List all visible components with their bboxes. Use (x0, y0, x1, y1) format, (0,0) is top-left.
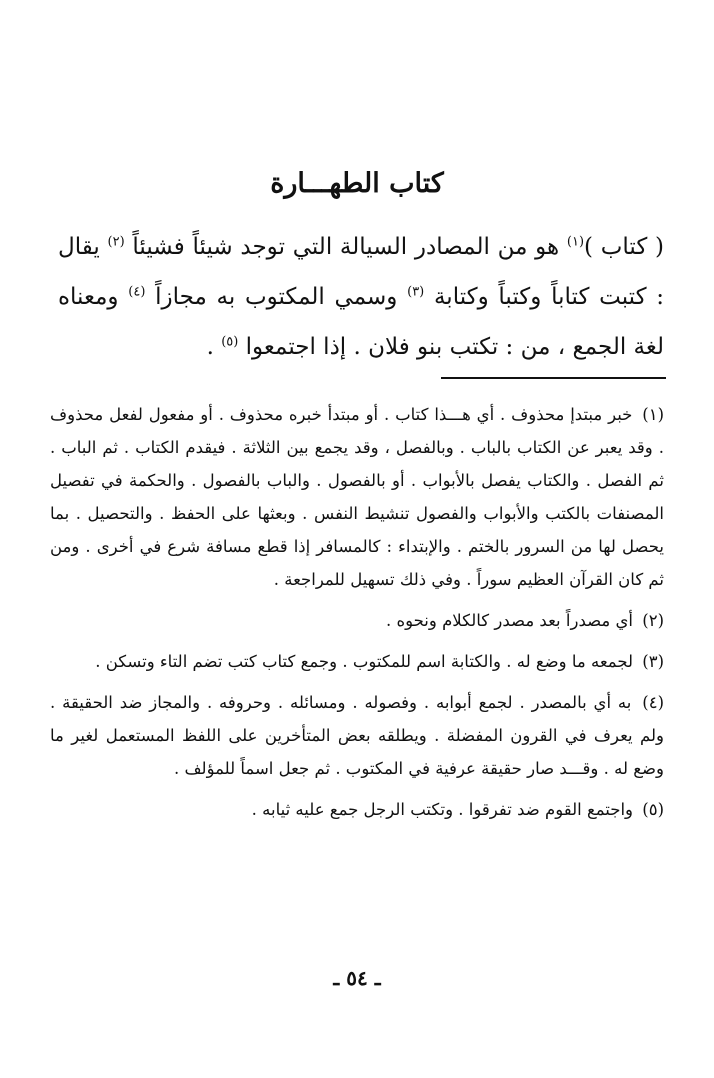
footnote-text: أي مصدراً بعد مصدر كالكلام ونحوه . (385, 611, 633, 630)
footnote-number: (٤) (642, 693, 664, 712)
footnote-2 (50, 604, 664, 637)
footnote-ref-1: (١) (566, 234, 585, 250)
footnote-ref-5: (٥) (221, 334, 239, 350)
footnote-text: به أي بالمصدر . لجمع أبوابه . وفصوله . ومسائله . وحروفه . والمجاز ضد الحقيقة . ولم يعرف في القرون المفضلة . ويطلقه بعض المتأخرين على اللفظ المستعمل لغير ما وضع له . وقـــد صار حقيقة عرفية في المكتوب . ثم جعل اسماً للمؤلف . (50, 693, 664, 778)
main-text-segment: ( كتاب ) (584, 234, 665, 260)
footnote-1 (50, 398, 664, 596)
main-text (58, 222, 664, 372)
footnote-4 (50, 686, 664, 785)
footnote-number: (١) (642, 405, 665, 424)
footnote-5 (50, 793, 664, 826)
footnote-text: خبر مبتدإ محذوف . أي هـــذا كتاب . أو مبتدأ خبره محذوف . أو مفعول لفعل محذوف . وقد يعبر عن الكتاب بالباب . وبالفصل ، وقد يجمع بين الثلاثة . فيقدم الكتاب . ثم الباب . ثم الفصل . والكتاب يفصل بالأبواب . أو بالفصول . والباب بالفصول . والحكمة في تفصيل المصنفات بالكتب والأبواب والفصول تنشيط النفس . وبعثها على الحفظ . والتحصيل . بما يحصل لها من السرور بالختم . والإبتداء : كالمسافر إذا قطع مسافة شرع في أخرى . ومن ثم كان القرآن العظيم سوراً . وفي ذلك تسهيل للمراجعة . (50, 405, 664, 589)
main-text-segment: ومعناه لغة الجمع ، من : تكتب بنو فلان . إذا اجتمعوا (58, 284, 664, 360)
footnote-ref-2: (٢) (107, 234, 125, 250)
main-text-segment: هو من المصادر السيالة التي توجد شيئاً فشيئاً (124, 234, 567, 260)
page-number: ـ ٥٤ ـ (333, 966, 381, 990)
main-paragraph (58, 222, 664, 372)
footnote-3 (50, 645, 664, 678)
footnotes (50, 398, 664, 834)
footnote-ref-3: (٣) (407, 284, 425, 300)
main-text-segment: يقال : كتبت كتاباً وكتباً وكتابة (58, 234, 664, 310)
footnote-text: واجتمع القوم ضد تفرقوا . وتكتب الرجل جمع عليه ثيابه . (251, 800, 633, 819)
footnote-number: (٢) (642, 611, 664, 630)
chapter-title: كتاب الطهـــارة (270, 168, 444, 200)
footnote-number: (٣) (642, 652, 664, 671)
main-text-segment: وسمي المكتوب به مجازاً (145, 284, 408, 310)
footnote-text: لجمعه ما وضع له . والكتابة اسم للمكتوب . وجمع كتاب كتب تضم التاء وتسكن . (95, 652, 633, 671)
footnote-divider (441, 377, 666, 379)
main-text-segment: . (206, 334, 222, 360)
footnote-number: (٥) (642, 800, 664, 819)
footnote-ref-4: (٤) (128, 284, 146, 300)
